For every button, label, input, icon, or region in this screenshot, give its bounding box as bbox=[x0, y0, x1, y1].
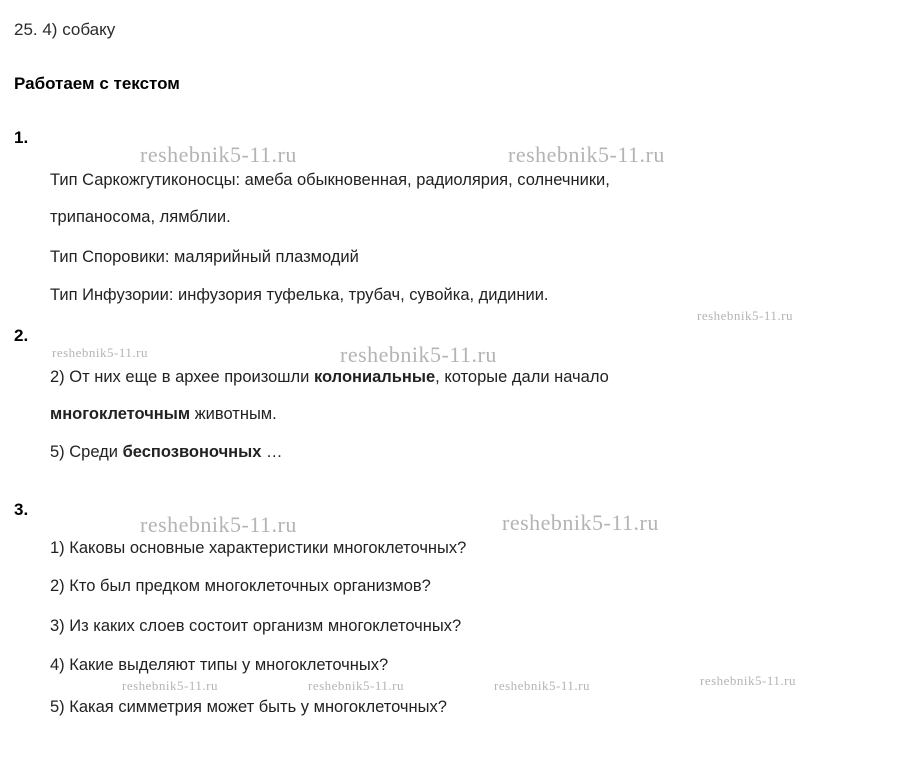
watermark: reshebnik5-11.ru bbox=[140, 142, 297, 167]
page-title: Работаем с текстом bbox=[14, 74, 180, 93]
watermark: reshebnik5-11.ru bbox=[508, 142, 665, 167]
task2-text-d: 5) Среди bbox=[50, 443, 123, 461]
watermark: reshebnik5-11.ru bbox=[502, 510, 659, 535]
task-marker-2: 2. bbox=[14, 326, 29, 345]
task2-text-a: 2) От них еще в архее произошли bbox=[50, 368, 314, 386]
task2-line-1 bbox=[50, 367, 908, 388]
task2-bold-c: беспозвоночных bbox=[122, 443, 262, 461]
task2-line-3 bbox=[50, 442, 908, 463]
watermark: reshebnik5-11.ru bbox=[494, 678, 590, 693]
watermark: reshebnik5-11.ru bbox=[122, 678, 218, 693]
watermark: reshebnik5-11.ru bbox=[340, 342, 497, 367]
watermark: reshebnik5-11.ru bbox=[140, 512, 297, 537]
previous-answer-line: 25. 4) собаку bbox=[14, 20, 116, 39]
task1-line-4: Тип Инфузории: инфузория туфелька, трубач, сувойка, дидинии. bbox=[50, 286, 549, 304]
task3-question-5: 5) Какая симметрия может быть у многоклеточных? bbox=[50, 698, 447, 716]
task1-line-1: Тип Саркожгутиконосцы: амеба обыкновенная, радиолярия, солнечники, bbox=[50, 171, 610, 189]
task2-line-2 bbox=[50, 404, 908, 425]
task2-bold-b: многоклеточным bbox=[50, 405, 191, 423]
task1-line-3: Тип Споровики: малярийный плазмодий bbox=[50, 248, 359, 266]
task2-text-e: … bbox=[261, 443, 283, 461]
task3-question-4: 4) Какие выделяют типы у многоклеточных? bbox=[50, 656, 389, 674]
watermark: reshebnik5-11.ru bbox=[52, 345, 148, 360]
watermark: reshebnik5-11.ru bbox=[308, 678, 404, 693]
task3-question-2: 2) Кто был предком многоклеточных организмов? bbox=[50, 577, 431, 595]
task-marker-3: 3. bbox=[14, 500, 29, 519]
task2-text-c: животным. bbox=[190, 405, 277, 423]
task2-bold-a: колониальные bbox=[313, 368, 436, 386]
task3-question-3: 3) Из каких слоев состоит организм многоклеточных? bbox=[50, 617, 462, 635]
task3-question-1: 1) Каковы основные характеристики многоклеточных? bbox=[50, 539, 467, 557]
task1-line-2: трипаносома, лямблии. bbox=[50, 208, 231, 226]
task-marker-1: 1. bbox=[14, 128, 29, 147]
watermark: reshebnik5-11.ru bbox=[697, 308, 793, 323]
watermark: reshebnik5-11.ru bbox=[700, 673, 796, 688]
task2-text-b: , которые дали начало bbox=[435, 368, 609, 386]
